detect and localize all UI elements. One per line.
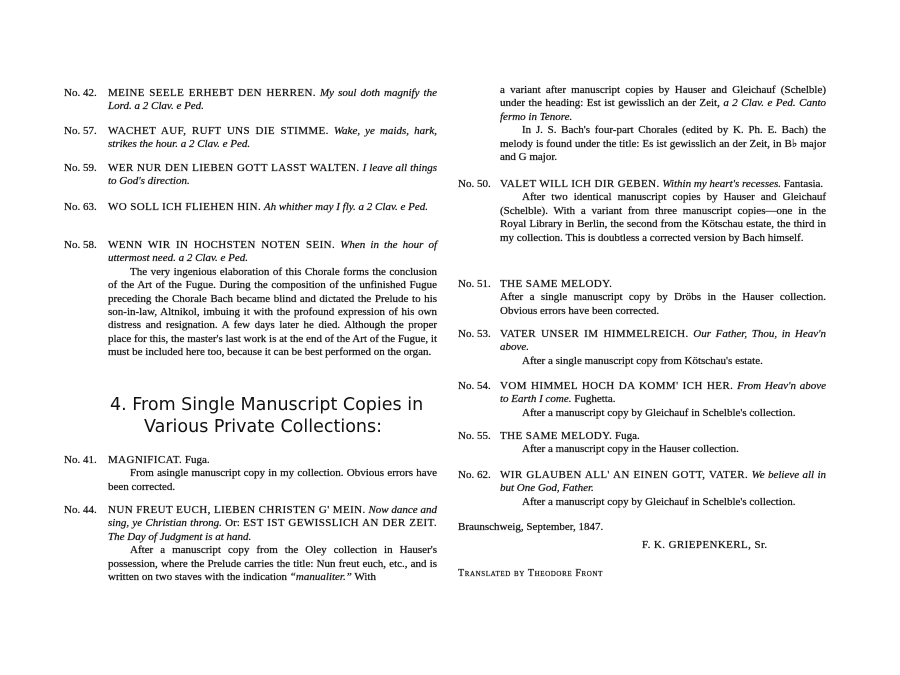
entry-note [500, 124, 826, 164]
entry-note-text: After a manuscript copy from the Oley collection in Hauser's possession, where the Prelude carries the title: Nun freut euch, etc., and is written on two staves with the indication [108, 544, 437, 584]
entry-note: After a single manuscript copy by Dröbs in the Hauser collection. Obvious errors have been corrected. [500, 291, 826, 317]
entry-number: No. 58. [64, 239, 97, 251]
entry-no-58 [64, 239, 437, 360]
entry-translation: Within my heart's recesses. [662, 178, 782, 190]
entry-note: The very ingenious elaboration of this Chorale forms the conclusion of the Art of the Fugue. During the composition of the unfinished Fugue preceding the Chorale Bach became blind and dictated the Prelude to his son-in-law, Altnikol, imbuing it with the profound expression of his own distress and resignation. A few days later he died. Although the proper place for this, the master's last work is at the end of the Art of the Fugue, it must be included here too, because it can be best performed on the organ. [108, 265, 437, 359]
entry-form: Fantasia. [783, 178, 824, 190]
entry-translation: Our Father, Thou, in Heav'n above. [500, 328, 826, 354]
entry-title: MEINE SEELE ERHEBT DEN HERREN. [108, 87, 316, 99]
entry-number: No. 44. [64, 504, 97, 516]
entry-no-59 [64, 162, 437, 189]
entry-no-54 [458, 380, 826, 420]
entry-number: No. 41. [64, 454, 97, 466]
entry-number: No. 57. [64, 125, 97, 137]
translator-credit: Translated by Theodore Front [458, 568, 603, 579]
place-date: Braunschweig, September, 1847. [458, 521, 604, 533]
entry-note-keys: B♭ major and G major. [500, 137, 827, 164]
continued-italic: a 2 Clav. e Ped. Canto fermo in Tenore. [500, 97, 827, 123]
entry-title: VOM HIMMEL HOCH DA KOMM' ICH HER. [500, 380, 734, 392]
entry-no-55 [458, 430, 826, 457]
entry-alt-title: EST IST GEWISSLICH AN DER ZEIT. [243, 517, 438, 530]
entry-no-44-continued [458, 84, 826, 164]
entry-number: No. 53. [458, 328, 491, 340]
entry-no-63 [64, 201, 437, 214]
entry-note: After a single manuscript copy from Kötschau's estate. [522, 354, 763, 367]
entry-title: VALET WILL ICH DIR GEBEN. [500, 178, 660, 190]
entry-no-50 [458, 178, 826, 245]
entry-note [108, 544, 437, 584]
entry-title: VATER UNSER IM HIMMELREICH. [500, 328, 689, 340]
entry-note: After a manuscript copy by Gleichauf in Schelble's collection. [522, 495, 796, 508]
entry-note-text: In J. S. Bach's four-part Chorales (edited by K. Ph. E. Bach) the melody is found under the title: Es ist gewisslich an der Zeit, in [500, 124, 826, 150]
entry-translation: Now dance and sing, ye Christian throng. [108, 504, 437, 530]
section-heading [110, 394, 423, 438]
entry-translation: Wake, ye maids, hark, strikes the hour. a 2 Clav. e Ped. [108, 125, 437, 151]
entry-form: Fuga. [614, 430, 640, 442]
entry-note: After a manuscript copy in the Hauser collection. [522, 443, 739, 456]
entry-translation: Ah whither may I fly. a 2 Clav. e Ped. [263, 201, 428, 213]
entry-number: No. 55. [458, 430, 491, 442]
entry-no-53 [458, 328, 826, 368]
entry-translation: When in the hour of uttermost need. a 2 Clav. e Ped. [108, 239, 437, 265]
entry-title: THE SAME MELODY. [500, 278, 613, 290]
signature: F. K. GRIEPENKERL, Sr. [642, 539, 768, 551]
entry-title: MAGNIFICAT. [108, 454, 183, 466]
entry-no-51 [458, 278, 826, 318]
section-heading-line-1: 4. From Single Manuscript Copies in [110, 395, 424, 415]
entry-number: No. 63. [64, 201, 97, 213]
entry-title: THE SAME MELODY. [500, 430, 613, 442]
entry-title: WACHET AUF, RUFT UNS DIE STIMME. [108, 125, 329, 137]
entry-no-62 [458, 469, 826, 509]
entry-translation: From Heav'n above to Earth I come. [500, 380, 826, 406]
entry-title: NUN FREUT EUCH, LIEBEN CHRISTEN G' MEIN. [108, 504, 366, 516]
entry-number: No. 51. [458, 278, 491, 290]
section-heading-line-2: Various Private Collections: [144, 417, 383, 437]
entry-no-57 [64, 125, 437, 152]
entry-note: From asingle manuscript copy in my collection. Obvious errors have been corrected. [108, 467, 437, 493]
entry-form: Fughetta. [574, 393, 616, 406]
entry-number: No. 42. [64, 87, 97, 99]
entry-no-42 [64, 87, 437, 114]
continued-text: a variant after manuscript copies by Hauser and Gleichauf (Schelble) under the heading: Est ist gewisslich an der Zeit, [500, 84, 826, 110]
entry-note: After a manuscript copy by Gleichauf in Schelble's collection. [522, 406, 796, 419]
entry-title: WIR GLAUBEN ALL' AN EINEN GOTT, VATER. [500, 469, 749, 481]
entry-number: No. 62. [458, 469, 491, 481]
entry-title: WO SOLL ICH FLIEHEN HIN. [108, 201, 262, 213]
entry-translation: We believe all in but One God, Father. [500, 469, 827, 495]
entry-title: WER NUR DEN LIEBEN GOTT LASST WALTEN. [108, 162, 360, 174]
entry-title: WENN WIR IN HOCHSTEN NOTEN SEIN. [108, 239, 336, 251]
entry-number: No. 50. [458, 178, 491, 190]
entry-translation: My soul doth magnify the Lord. a 2 Clav. e Ped. [108, 87, 437, 113]
entry-note-end: With [354, 571, 376, 584]
entry-translation: I leave all things to God's direction. [108, 162, 437, 188]
entry-number: No. 59. [64, 162, 97, 174]
entry-number: No. 54. [458, 380, 491, 392]
entry-note-italic: “manualiter.” [289, 571, 352, 584]
entry-alt-translation: The Day of Judgment is at hand. [108, 530, 252, 543]
entry-no-44 [64, 504, 437, 584]
entry-or: Or: [225, 517, 240, 530]
entry-note: After two identical manuscript copies by Hauser and Gleichauf (Schelble). With a variant from three manuscript copies—one in the Royal Library in Berlin, the second from the Kötschau estate, the third in my collection. This is doubtless a corrected version by Bach himself. [500, 191, 826, 244]
entry-form: Fuga. [184, 454, 210, 466]
entry-no-41 [64, 454, 437, 494]
